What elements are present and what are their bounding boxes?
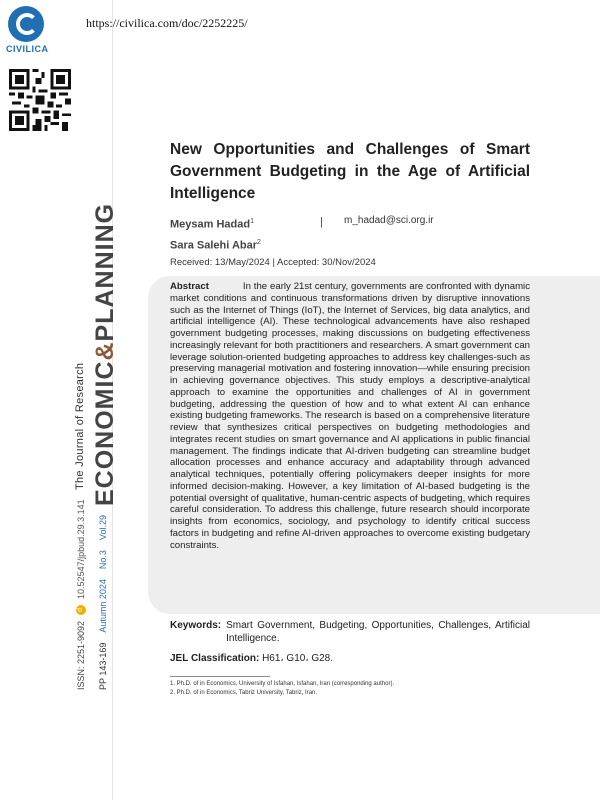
- journal-name: The Journal of Research: [74, 362, 86, 490]
- author-email[interactable]: m_hadad@sci.org.ir: [344, 215, 434, 226]
- jel-codes: H61، G10، G28.: [262, 653, 334, 664]
- wordmark-planning: PLANNING: [91, 202, 119, 342]
- keywords: [170, 620, 530, 645]
- volume: Vol.29: [98, 515, 108, 541]
- issn: ISSN: 2251-9092: [76, 620, 86, 690]
- jel-label: JEL Classification:: [170, 653, 260, 664]
- document-url[interactable]: https://civilica.com/doc/2252225/: [86, 16, 248, 30]
- author-name: Meysam Hadad: [170, 218, 251, 231]
- footnote-rule: [170, 676, 270, 677]
- logo-c-icon: [16, 13, 38, 35]
- author-separator: |: [320, 216, 323, 228]
- logo-text: CIVILICA: [6, 44, 49, 54]
- footnotes: [170, 680, 394, 698]
- paper-title: New Opportunities and Challenges of Smart Government Budgeting in the Age of Artificial Intelligence: [170, 141, 530, 202]
- author-list: [170, 213, 261, 254]
- civilica-logo[interactable]: [6, 6, 56, 56]
- keywords-label: Keywords:: [170, 620, 222, 631]
- wordmark-economic: ECONOMIC: [91, 360, 119, 506]
- issue-number: No.3: [98, 550, 108, 570]
- received-dates: Received: 13/May/2024 | Accepted: 30/Nov/2024: [170, 257, 376, 268]
- qr-code-icon: [9, 69, 71, 131]
- author-2: [170, 234, 261, 255]
- footnote-2: 2. Ph.D. of in Economics, Tabriz University, Tabriz, Iran.: [170, 690, 318, 696]
- jel-classification: [170, 653, 333, 664]
- author-footnote-mark: 2: [257, 238, 261, 246]
- wordmark-ampersand: &: [91, 341, 119, 361]
- issn-doi-line: [76, 499, 86, 690]
- abstract-text: In the early 21st century, governments are confronted with dynamic market conditions and continuous transformations driven by disruptive innovations such as the Internet of Things (IoT), the Internet of Services, big data analytics, and artificial intelligence (AI). These technological advancements have also reshaped government budgeting processes, making discussions on budgeting effectiveness increasingly relevant for both practitioners and researchers. A smart government can leverage solution-oriented budgeting approaches to address key challenges-such as preserving managerial motivation and fostering innovation—while ensuring precision in achieving governance objectives. This study employs a descriptive-analytical approach to examine the opportunities and challenges of AI in government budgeting, addressing the question of how and to what extent AI can enhance existing budgeting frameworks. The research is based on a comprehensive literature review that synthesizes critical perspectives on budgeting methodologies and integrates recent studies on smart governance and AI applications in public financial management. The findings indicate that AI-driven budgeting can streamline budget allocation processes and enhance accuracy and adaptability through advanced analytical techniques, potentially offering policymakers deeper insights for more informed decision-making. However, a key limitation of AI-based budgeting is the potential oversight of qualitative, human-centric aspects of budgeting, which requires careful consideration. To address this challenge, future research should incorporate insights from economics, sociology, and psychology to identify critical success factors in budgeting and refine AI-driven approaches to overcome existing budgetary constraints.: [170, 281, 530, 551]
- pages: PP 143-169: [98, 642, 108, 690]
- doi-icon: d: [76, 605, 86, 615]
- author-footnote-mark: 1: [250, 218, 254, 225]
- journal-logo-wordmark: [92, 203, 118, 506]
- footnote-1: 1. Ph.D. of in Economics, University of Isfahan, Isfahan, Iran (corresponding author).: [170, 681, 395, 687]
- keywords-text: Smart Government, Budgeting, Opportunities, Challenges, Artificial Intelligence.: [226, 620, 530, 644]
- abstract: [170, 281, 530, 551]
- author-name: Sara Salehi Abar: [170, 239, 258, 252]
- season: Autumn 2024: [98, 579, 108, 633]
- issue-info: [98, 515, 108, 690]
- author-1: [170, 213, 261, 234]
- abstract-label: Abstract: [170, 281, 209, 292]
- doi[interactable]: 10.52547/jpbud.29.3.141: [76, 499, 86, 599]
